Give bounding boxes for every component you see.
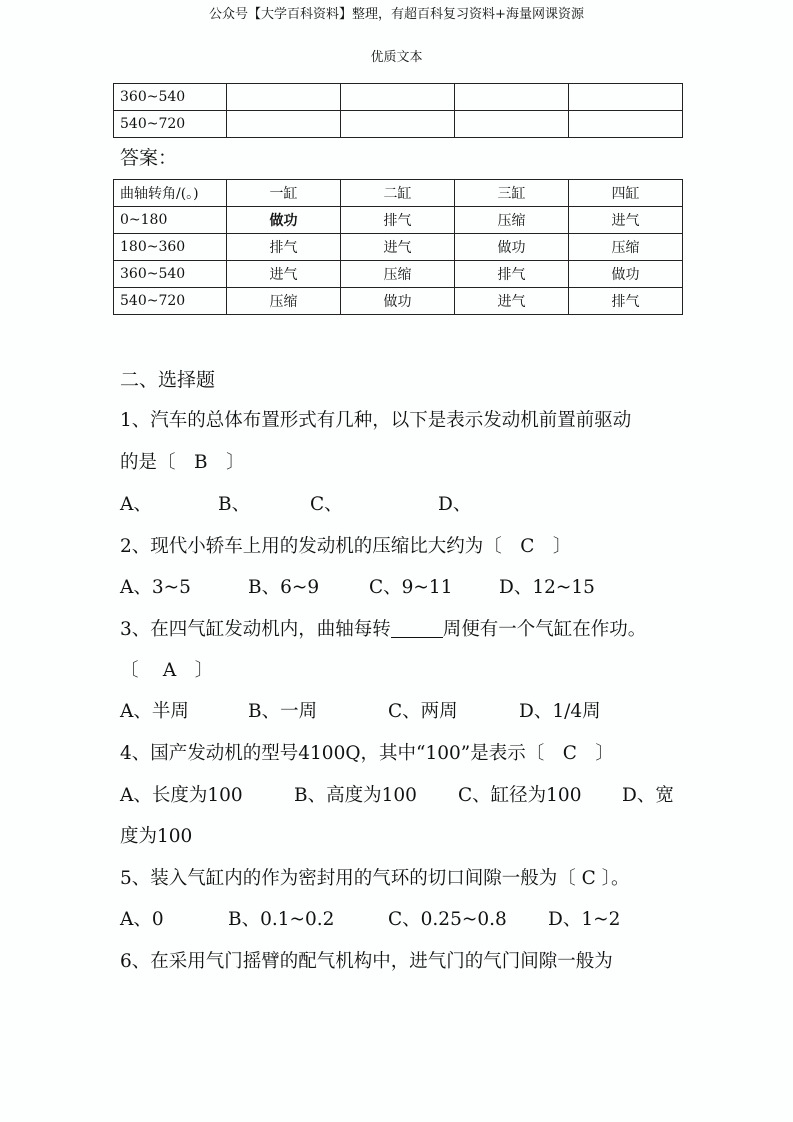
question-3-text-start: 3、在四气缸发动机内，曲轴每转 (120, 619, 391, 640)
option-a: A、3~5 (120, 577, 191, 598)
table-cell: 压缩 (227, 288, 341, 315)
question-6-text: 6、在采用气门摇臂的配气机构中，进气门的气门间隙一般为 (120, 951, 613, 972)
option-d: D、12~15 (499, 577, 595, 598)
option-b: B、6~9 (248, 577, 320, 598)
option-d: D、 (438, 494, 472, 515)
table-cell: 0~180 (114, 207, 227, 234)
option-a: A、长度为100 (120, 785, 243, 806)
answer-label: 答案： (120, 147, 178, 169)
option-a: A、半周 (120, 701, 189, 722)
table-cell: 压缩 (455, 207, 569, 234)
crank-table-continued (113, 83, 683, 138)
table-cell (227, 111, 341, 138)
option-c: C、两周 (388, 701, 458, 722)
option-c: C、9~11 (369, 577, 453, 598)
table-cell: 排气 (341, 207, 455, 234)
table-cell: 做功 (569, 261, 683, 288)
option-b: B、0.1~0.2 (228, 909, 335, 930)
table-cell: 排气 (455, 261, 569, 288)
option-d: D、宽 (622, 785, 674, 806)
table-cell: 进气 (455, 288, 569, 315)
table-cell: 360~540 (114, 84, 227, 111)
table-cell: 做功 (341, 288, 455, 315)
table-cell: 360~540 (114, 261, 227, 288)
table-header-row (114, 180, 683, 207)
table-cell: 进气 (227, 261, 341, 288)
table-header: 四缸 (569, 180, 683, 207)
table-cell: 进气 (569, 207, 683, 234)
table-cell (341, 84, 455, 111)
table-cell (569, 84, 683, 111)
table-row (114, 111, 683, 138)
table-row (114, 207, 683, 234)
table-cell (455, 84, 569, 111)
table-cell (455, 111, 569, 138)
table-cell: 压缩 (569, 234, 683, 261)
option-a: A、 (120, 494, 152, 515)
table-cell: 540~720 (114, 288, 227, 315)
question-3-answer: 〔 A 〕 (120, 660, 214, 681)
answer-blank (391, 619, 443, 638)
table-cell: 排气 (569, 288, 683, 315)
table-header: 二缸 (341, 180, 455, 207)
table-header: 一缸 (227, 180, 341, 207)
answer-table (113, 179, 683, 315)
table-cell: 进气 (341, 234, 455, 261)
table-cell (227, 84, 341, 111)
table-header: 三缸 (455, 180, 569, 207)
table-cell: 540~720 (114, 111, 227, 138)
document-subtitle: 优质文本 (370, 50, 423, 65)
table-header: 曲轴转角/(。) (114, 180, 227, 207)
option-a: A、0 (120, 909, 164, 930)
question-4-continued: 度为100 (120, 826, 193, 847)
table-cell: 压缩 (341, 261, 455, 288)
option-d: D、1~2 (548, 909, 621, 930)
option-c: C、 (310, 494, 343, 515)
table-cell: 做功 (455, 234, 569, 261)
top-banner: 公众号【大学百科资料】整理，有超百科复习资料+海量网课资源 (209, 7, 584, 22)
table-cell (569, 111, 683, 138)
table-cell: 180~360 (114, 234, 227, 261)
option-c: C、0.25~0.8 (388, 909, 507, 930)
option-b: B、一周 (248, 701, 318, 722)
table-cell: 排气 (227, 234, 341, 261)
option-c: C、缸径为100 (458, 785, 582, 806)
question-3-text (120, 615, 646, 641)
table-cell (341, 111, 455, 138)
section-title: 二、选择题 (120, 369, 216, 391)
question-2-text: 2、现代小轿车上用的发动机的压缩比大约为〔 C 〕 (120, 536, 572, 557)
question-3-text-end: 周便有一个气缸在作功。 (442, 619, 647, 640)
table-row (114, 84, 683, 111)
question-5-text: 5、装入气缸内的作为密封用的气环的切口间隙一般为〔 C 〕。 (120, 868, 630, 889)
table-row (114, 288, 683, 315)
table-row (114, 234, 683, 261)
table-row (114, 261, 683, 288)
question-4-text: 4、国产发动机的型号4100Q，其中“100”是表示〔 C 〕 (120, 743, 614, 764)
option-b: B、高度为100 (294, 785, 417, 806)
question-1-answer: 的是〔 B 〕 (120, 452, 245, 473)
question-1-text: 1、汽车的总体布置形式有几种，以下是表示发动机前置前驱动 (120, 410, 632, 431)
option-d: D、1/4周 (519, 701, 601, 722)
table-cell: 做功 (227, 207, 341, 234)
option-b: B、 (218, 494, 251, 515)
